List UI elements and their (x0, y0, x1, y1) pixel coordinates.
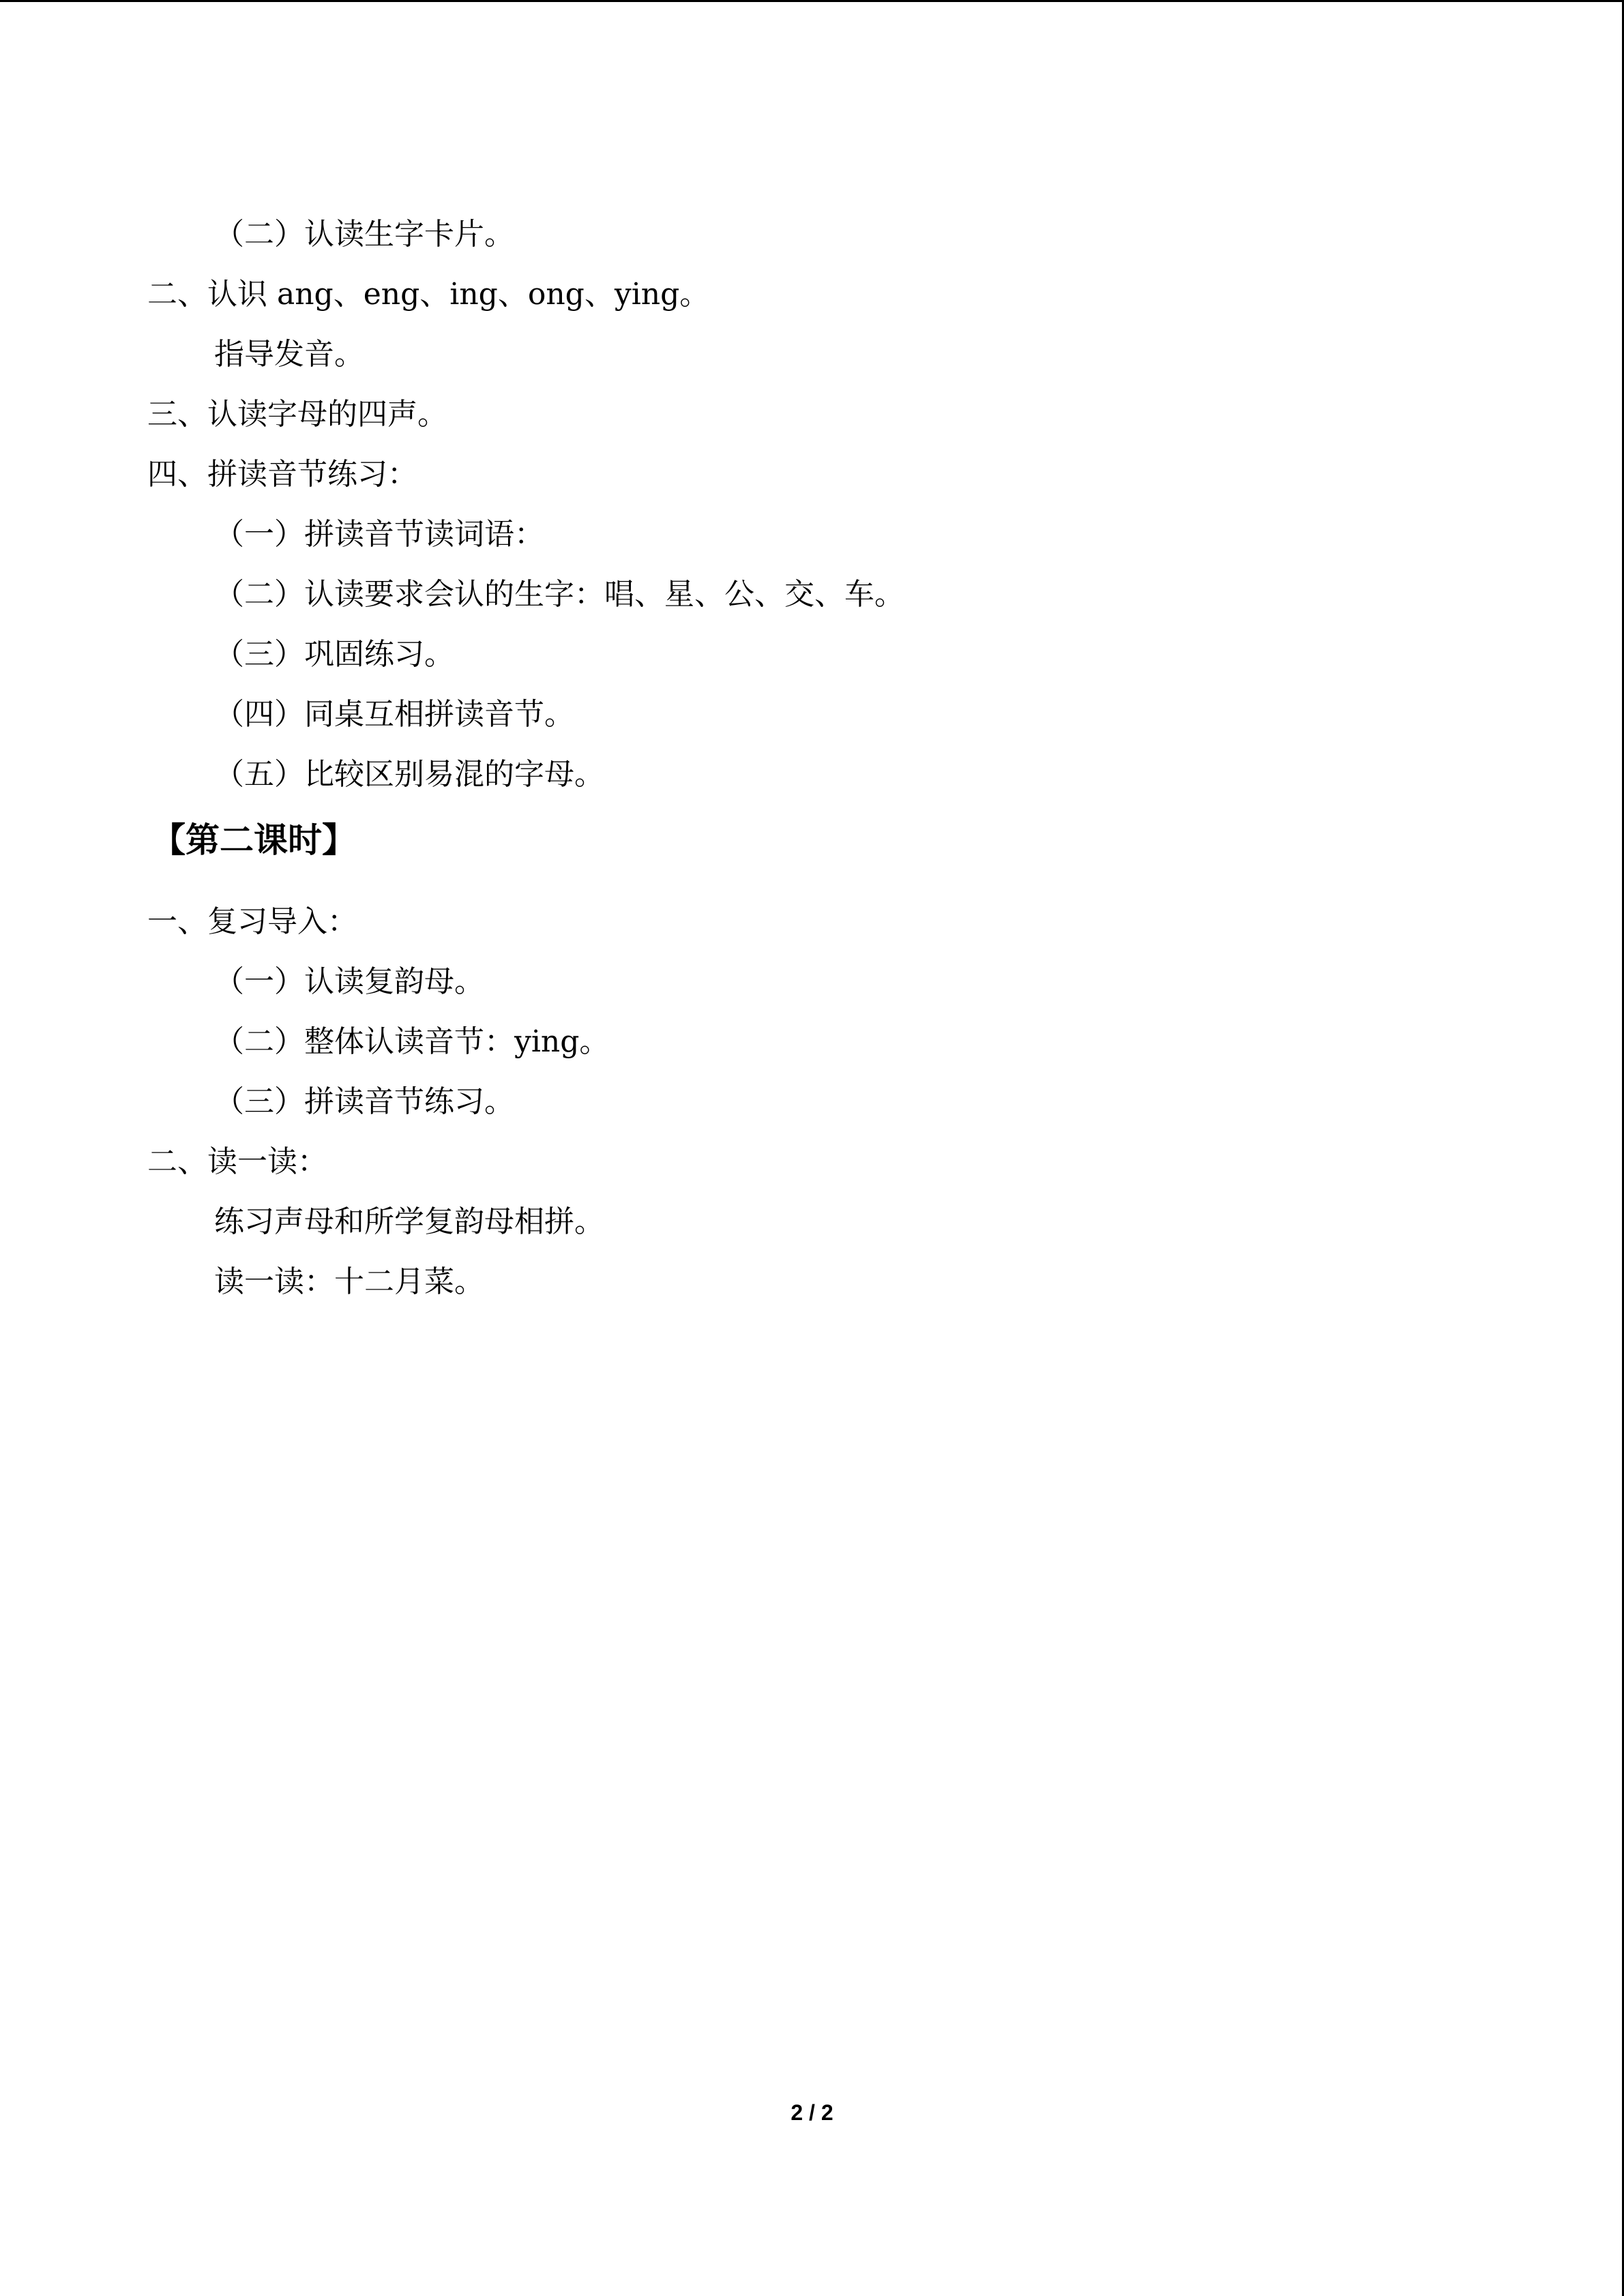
page-number: 2 / 2 (791, 2100, 833, 2125)
text-line: 四、拼读音节练习： (147, 457, 417, 492)
section-heading: 【第二课时】 (151, 820, 356, 860)
text-line: （四）同桌互相拼读音节。 (214, 697, 574, 732)
text-line: （一）认读复韵母。 (214, 964, 484, 999)
text-line: 指导发音。 (214, 337, 364, 372)
text-line: （三）巩固练习。 (214, 637, 454, 672)
top-border-line (0, 0, 1624, 2)
text-line: 练习声母和所学复韵母相拼。 (214, 1204, 604, 1239)
text-line: 三、认读字母的四声。 (147, 397, 447, 432)
text-line: （五）比较区别易混的字母。 (214, 757, 604, 792)
text-line: （二）认读要求会认的生字：唱、星、公、交、车。 (214, 577, 904, 612)
text-line: 一、复习导入： (147, 904, 357, 939)
text-line: （二）整体认读音节：ying。 (214, 1024, 610, 1059)
text-line: （一）拼读音节读词语： (214, 517, 544, 552)
text-line: 二、认识 ang、eng、ing、ong、ying。 (147, 277, 710, 312)
text-line: （二）认读生字卡片。 (214, 217, 514, 252)
text-line: 读一读：十二月菜。 (214, 1264, 484, 1299)
text-line: 二、读一读： (147, 1144, 327, 1179)
text-line: （三）拼读音节练习。 (214, 1084, 514, 1119)
